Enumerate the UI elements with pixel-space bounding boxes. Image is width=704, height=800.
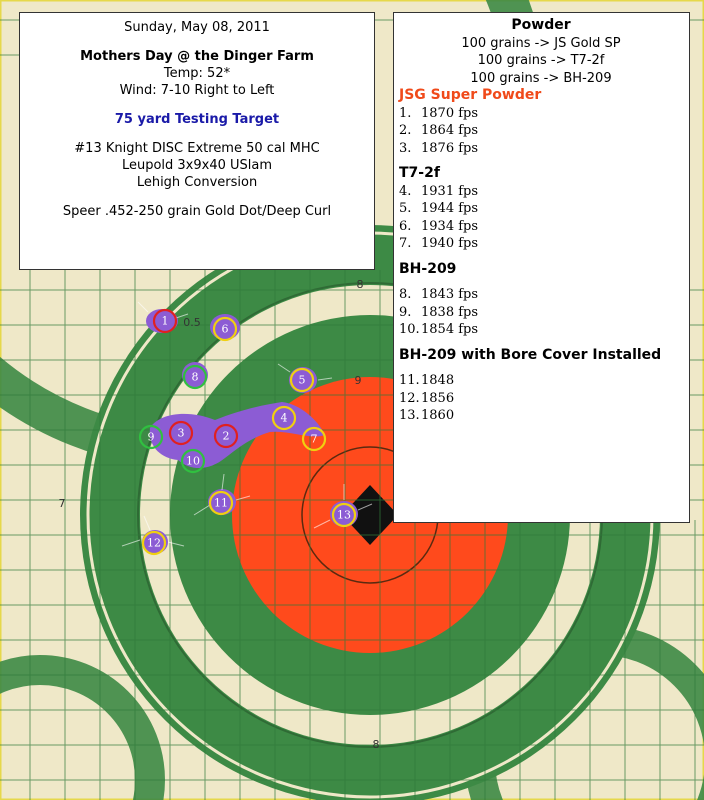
- shot-label: 10: [186, 454, 200, 468]
- velocity-entry: [399, 122, 683, 140]
- velocity-entry: [399, 140, 683, 158]
- shot-label: 4: [280, 411, 288, 425]
- charge-line: 100 grains -> JS Gold SP: [461, 35, 621, 51]
- velocity-value: 1856: [421, 390, 455, 406]
- ring-number: 0.5: [183, 316, 201, 329]
- velocity-entry: [399, 200, 683, 218]
- bullet-text: Speer .452-250 grain Gold Dot/Deep Curl: [62, 204, 332, 219]
- shot-label: 2: [222, 429, 230, 443]
- velocity-entry: [399, 183, 683, 201]
- shot-label: 1: [161, 314, 169, 328]
- velocity-value: 1931 fps: [421, 183, 479, 199]
- velocity-entry: [399, 218, 683, 236]
- ring-number: 8: [372, 738, 380, 751]
- ring-number: 7: [58, 497, 66, 510]
- velocity-value: 1860: [421, 408, 455, 423]
- rifle-text: #13 Knight DISC Extreme 50 cal MHC: [74, 141, 320, 156]
- date-text: Sunday, May 08, 2011: [124, 20, 270, 35]
- shot-number: 10.: [399, 322, 420, 337]
- shot-label: 11: [214, 496, 228, 510]
- shot-number: 4.: [399, 183, 412, 199]
- shot-number: 9.: [399, 304, 412, 320]
- velocity-value: 1876 fps: [421, 140, 479, 156]
- velocity-value: 1940 fps: [421, 236, 479, 251]
- velocity-entry: [399, 235, 683, 253]
- velocity-value: 1870 fps: [421, 105, 479, 121]
- shot-label: 7: [310, 432, 318, 446]
- shot-label: 3: [177, 426, 185, 440]
- velocity-entry: [399, 390, 683, 408]
- charge-line: 100 grains -> BH-209: [470, 70, 612, 86]
- shot-label: 6: [221, 322, 229, 336]
- shot-label: 12: [147, 536, 161, 550]
- velocity-value: 1864 fps: [421, 123, 479, 138]
- velocity-value: 1934 fps: [421, 218, 479, 234]
- velocity-entry: [399, 321, 683, 339]
- velocity-entry: [399, 105, 683, 123]
- velocity-entry: [399, 372, 683, 390]
- velocity-entry: [399, 286, 683, 304]
- group-title: BH-209 with Bore Cover Installed: [399, 346, 662, 363]
- velocity-groups: [399, 87, 683, 425]
- shot-number: 11.: [399, 373, 420, 388]
- event-title: Mothers Day @ the Dinger Farm: [80, 49, 314, 64]
- ring-number: 8: [356, 278, 364, 291]
- shot-label: 9: [147, 430, 155, 444]
- info-panel: [19, 12, 375, 270]
- velocity-value: 1838 fps: [421, 304, 479, 320]
- velocity-value: 1843 fps: [421, 287, 479, 302]
- conversion-text: Lehigh Conversion: [136, 175, 258, 190]
- velocity-value: 1848: [421, 373, 455, 388]
- shot-number: 5.: [399, 201, 412, 216]
- velocity-entry: [399, 304, 683, 322]
- wind-text: Wind: 7-10 Right to Left: [119, 83, 275, 98]
- shot-number: 1.: [399, 105, 412, 121]
- velocity-entry: [399, 407, 683, 425]
- shot-label: 5: [298, 373, 306, 387]
- group-title: BH-209: [399, 260, 457, 277]
- velocity-value: 1944 fps: [421, 201, 479, 216]
- shot-number: 3.: [399, 140, 412, 156]
- group-title: JSG Super Powder: [399, 87, 542, 103]
- shot-label: 8: [191, 370, 199, 384]
- shot-number: 12.: [399, 390, 420, 406]
- shot-number: 8.: [399, 287, 412, 302]
- shot-label: 13: [337, 508, 351, 522]
- shot-number: 2.: [399, 123, 412, 138]
- temperature-text: Temp: 52*: [163, 66, 231, 81]
- target-subtitle: 75 yard Testing Target: [114, 112, 280, 127]
- powder-heading: Powder: [511, 17, 571, 33]
- scope-text: Leupold 3x9x40 USlam: [121, 158, 273, 173]
- shot-number: 7.: [399, 236, 412, 251]
- ring-number: 9: [354, 374, 362, 387]
- charge-line: 100 grains -> T7-2f: [477, 53, 605, 68]
- shot-number: 6.: [399, 218, 412, 234]
- shot-number: 13.: [399, 408, 420, 423]
- group-title: T7-2f: [399, 165, 440, 181]
- powder-panel: [393, 12, 690, 523]
- velocity-value: 1854 fps: [421, 322, 479, 337]
